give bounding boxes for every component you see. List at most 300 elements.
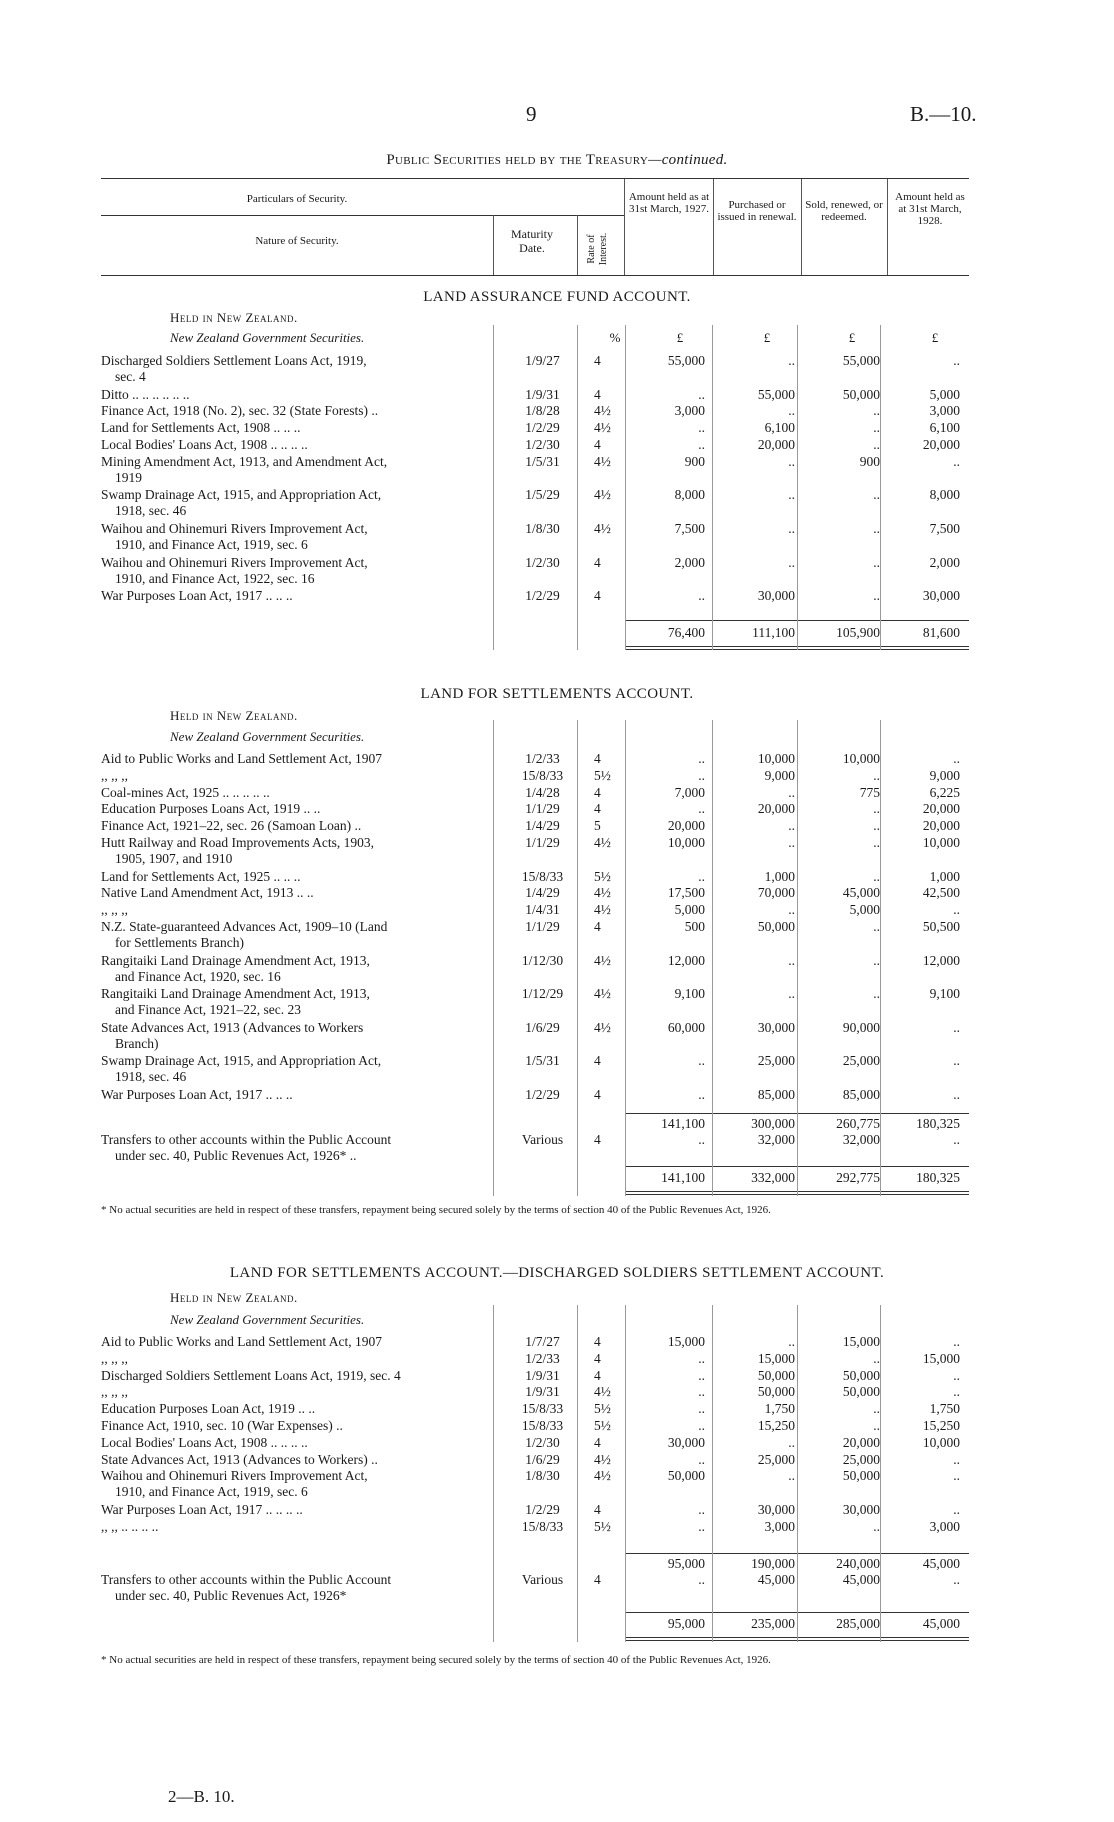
- held-1927: 7,500: [674, 521, 705, 536]
- security-name-line1: Waihou and Ohinemuri Rivers Improvement Act,: [101, 554, 368, 570]
- security-name: [101, 818, 493, 834]
- held-1927: ..: [698, 767, 705, 783]
- maturity-date: 1/4/29: [525, 818, 560, 834]
- sold: 85,000: [842, 1087, 880, 1102]
- interest-rate: 4½: [594, 403, 611, 419]
- column-rule: [493, 325, 494, 650]
- security-name: [101, 1020, 493, 1052]
- maturity-date: 1/12/30: [521, 952, 564, 968]
- held-1928: 9,000: [929, 767, 960, 783]
- held-1928: ..: [953, 453, 960, 469]
- held-1928: ..: [953, 1384, 960, 1400]
- held-1928: ..: [953, 1502, 960, 1517]
- security-name: [101, 454, 493, 486]
- maturity-date: 1/8/30: [525, 521, 560, 536]
- interest-rate: 4½: [594, 1451, 611, 1467]
- held-1927: 2,000: [674, 554, 705, 570]
- held-1927: 12,000: [667, 952, 705, 968]
- held-1927: 15,000: [667, 1334, 705, 1349]
- held-1927: ..: [698, 1451, 705, 1467]
- column-rule: [880, 1305, 881, 1642]
- held-1927: ..: [698, 1518, 705, 1534]
- interest-rate: 5½: [594, 1418, 611, 1433]
- security-name-line1: Rangitaiki Land Drainage Amendment Act, 1913,: [101, 986, 370, 1002]
- column-rule: [712, 325, 713, 650]
- interest-rate: 4: [594, 1367, 601, 1383]
- maturity-date: 1/1/29: [525, 801, 560, 817]
- total-held-1927: 76,400: [667, 625, 705, 640]
- held-1927: ..: [698, 588, 705, 604]
- purchased: ..: [788, 453, 795, 469]
- purchased: 20,000: [757, 437, 795, 452]
- security-name-line1: Local Bodies' Loans Act, 1908 .. .. .. ..: [101, 437, 308, 452]
- security-name-line1: ,, ,, ,,: [101, 1384, 128, 1400]
- interest-rate: 4: [594, 1053, 601, 1069]
- security-name-line1: Waihou and Ohinemuri Rivers Improvement Act,: [101, 521, 368, 536]
- security-name-line2: and Finance Act, 1921–22, sec. 23: [115, 1002, 301, 1018]
- held-1927: 9,100: [674, 986, 705, 1002]
- purchased: 30,000: [757, 588, 795, 604]
- maturity-date: 1/5/31: [525, 1053, 560, 1069]
- security-name: [101, 521, 493, 553]
- maturity-date: 1/2/29: [525, 420, 560, 436]
- security-name: [101, 588, 493, 604]
- security-name: [101, 785, 493, 801]
- sold: 90,000: [842, 1019, 880, 1035]
- security-name-line1: Finance Act, 1921–22, sec. 26 (Samoan Loan) ..: [101, 818, 362, 834]
- interest-rate: 4½: [594, 487, 611, 503]
- held-1927: ..: [698, 751, 705, 766]
- interest-rate: 4½: [594, 1384, 611, 1400]
- interest-rate: 4½: [594, 902, 611, 918]
- sold: ..: [873, 835, 880, 850]
- purchased: 10,000: [757, 751, 795, 766]
- percent-sign: %: [609, 330, 621, 345]
- security-name: [101, 751, 493, 767]
- purchased: 50,000: [757, 1384, 795, 1400]
- total-sold: 285,000: [836, 1616, 880, 1631]
- security-name-line1: Aid to Public Works and Land Settlement Act, 1907: [101, 1334, 383, 1349]
- interest-rate: 4: [594, 588, 601, 604]
- purchased: ..: [788, 521, 795, 536]
- maturity-date: 15/8/33: [521, 868, 564, 884]
- interest-rate: 4: [594, 801, 601, 817]
- subtotal-purchased: 190,000: [751, 1556, 795, 1571]
- security-name-line1: ,, ,, ,,: [101, 902, 128, 918]
- held-1927: ..: [698, 1367, 705, 1383]
- security-name-line1: Mining Amendment Act, 1913, and Amendment Act,: [101, 453, 388, 469]
- held-1928: 50,500: [922, 919, 960, 934]
- sold: 775: [859, 784, 880, 800]
- held-1928: 6,100: [929, 420, 960, 436]
- purchased: 6,100: [764, 420, 795, 436]
- held-1927: ..: [698, 1087, 705, 1102]
- column-rule: [625, 720, 626, 1196]
- interest-rate: 4½: [594, 835, 611, 850]
- column-rule: [880, 720, 881, 1196]
- held-1927: 900: [684, 453, 705, 469]
- total-held-1928: 45,000: [922, 1616, 960, 1631]
- purchased: 25,000: [757, 1053, 795, 1069]
- security-name-line1: Discharged Soldiers Settlement Loans Act, 1919, sec. 4: [101, 1367, 401, 1383]
- security-name: [101, 1087, 493, 1103]
- security-name: [101, 1384, 493, 1400]
- maturity-date: 1/12/29: [521, 986, 564, 1002]
- security-name-line2: 1918, sec. 46: [115, 1069, 187, 1085]
- security-name-line1: Finance Act, 1918 (No. 2), sec. 32 (State Forests) ..: [101, 403, 379, 419]
- security-name-line1: Land for Settlements Act, 1908 .. .. ..: [101, 420, 301, 436]
- security-name: [101, 1401, 493, 1417]
- total-purchased: 235,000: [751, 1616, 795, 1631]
- security-name-line1: Aid to Public Works and Land Settlement Act, 1907: [101, 751, 383, 766]
- security-name: [101, 420, 493, 436]
- purchased: 55,000: [757, 386, 795, 402]
- nz-govt-securities: New Zealand Government Securities.: [170, 729, 365, 744]
- maturity-date: 1/2/33: [525, 751, 560, 766]
- maturity-date: 1/9/27: [525, 353, 560, 368]
- held-1928: 7,500: [929, 521, 960, 536]
- purchased: 50,000: [757, 1367, 795, 1383]
- security-name-line1: ,, ,, ,,: [101, 767, 128, 783]
- held-1928: ..: [953, 1451, 960, 1467]
- sold: ..: [873, 801, 880, 817]
- interest-rate: 4: [594, 751, 601, 766]
- sold: 25,000: [842, 1451, 880, 1467]
- held-1927: 55,000: [667, 353, 705, 368]
- held-1927: 500: [684, 919, 705, 934]
- interest-rate: 5½: [594, 767, 611, 783]
- security-name-line1: Hutt Railway and Road Improvements Acts, 1903,: [101, 835, 374, 850]
- security-name: [101, 1334, 493, 1350]
- security-name-line2: sec. 4: [115, 369, 146, 384]
- security-name-line2: 1918, sec. 46: [115, 503, 187, 519]
- interest-rate: 5½: [594, 868, 611, 884]
- purchased: ..: [788, 1334, 795, 1349]
- security-name: [101, 1351, 493, 1367]
- held-1928: 10,000: [922, 1434, 960, 1450]
- maturity-date: 1/9/31: [525, 386, 560, 402]
- total-held-1928: 81,600: [922, 625, 960, 640]
- maturity-date: 1/2/29: [525, 1502, 560, 1517]
- sold: ..: [873, 487, 880, 503]
- page-number: 9: [526, 102, 537, 126]
- interest-rate: 4: [594, 1350, 601, 1366]
- maturity-date: 1/2/30: [525, 1434, 560, 1450]
- sold: ..: [873, 437, 880, 452]
- security-name: [101, 1572, 493, 1604]
- held-1927: 20,000: [667, 818, 705, 834]
- maturity-date: 15/8/33: [521, 1401, 564, 1417]
- held-1927: 8,000: [674, 487, 705, 503]
- held-1928: 20,000: [922, 801, 960, 817]
- section-title-discharged-soldiers: LAND FOR SETTLEMENTS ACCOUNT.—DISCHARGED SOLDIERS SETTLEMENT ACCOUNT.: [229, 1265, 885, 1281]
- purchased: 30,000: [757, 1019, 795, 1035]
- document-reference: B.—10.: [910, 102, 977, 126]
- interest-rate: 5½: [594, 1518, 611, 1534]
- interest-rate: 4: [594, 437, 601, 452]
- purchased: 9,000: [764, 767, 795, 783]
- security-name-line1: Native Land Amendment Act, 1913 .. ..: [101, 885, 314, 901]
- column-rule: [797, 720, 798, 1196]
- security-name: [101, 403, 493, 419]
- interest-rate: 4: [594, 386, 601, 402]
- held-1927: ..: [698, 1572, 705, 1587]
- security-name: [101, 801, 493, 817]
- interest-rate: 4: [594, 919, 601, 934]
- sold: 25,000: [842, 1053, 880, 1069]
- held-1927: 50,000: [667, 1468, 705, 1484]
- purchased: 70,000: [757, 885, 795, 901]
- security-name-line1: War Purposes Loan Act, 1917 .. .. .. ..: [101, 1502, 303, 1517]
- total-sold: 292,775: [836, 1170, 880, 1185]
- purchased: ..: [788, 835, 795, 850]
- col-maturity: Maturity Date.: [511, 227, 553, 255]
- interest-rate: 4½: [594, 453, 611, 469]
- security-name-line2: and Finance Act, 1920, sec. 16: [115, 968, 281, 984]
- held-1927: 5,000: [674, 902, 705, 918]
- section-title-land-assurance: LAND ASSURANCE FUND ACCOUNT.: [423, 289, 691, 305]
- sold: 32,000: [842, 1132, 880, 1147]
- purchased: 25,000: [757, 1451, 795, 1467]
- security-name-line1: Transfers to other accounts within the Public Account: [101, 1132, 392, 1147]
- col-held-1927: Amount held as at 31st March, 1927.: [628, 191, 710, 215]
- held-in-nz: Held in New Zealand.: [170, 708, 298, 723]
- sold: 50,000: [842, 386, 880, 402]
- subtotal-held-1928: 45,000: [922, 1556, 960, 1571]
- sold: 55,000: [842, 353, 880, 368]
- security-name-line1: Swamp Drainage Act, 1915, and Appropriation Act,: [101, 487, 382, 503]
- subtotal-held-1927: 95,000: [667, 1556, 705, 1571]
- held-1928: ..: [953, 1053, 960, 1069]
- maturity-date: 1/1/29: [525, 835, 560, 850]
- purchased: 20,000: [757, 801, 795, 817]
- interest-rate: 5½: [594, 1401, 611, 1417]
- security-name-line1: Discharged Soldiers Settlement Loans Act, 1919,: [101, 353, 367, 368]
- security-name: [101, 1519, 493, 1535]
- sold: ..: [873, 1518, 880, 1534]
- sold: 20,000: [842, 1434, 880, 1450]
- interest-rate: 5: [594, 818, 601, 834]
- nz-govt-securities: New Zealand Government Securities.: [170, 330, 365, 345]
- security-name: [101, 953, 493, 985]
- column-rule: [880, 325, 881, 650]
- column-rule: [712, 720, 713, 1196]
- maturity-date: 1/7/27: [525, 1334, 560, 1349]
- security-name-line1: N.Z. State-guaranteed Advances Act, 1909–10 (Land: [101, 919, 388, 934]
- security-name: [101, 919, 493, 951]
- held-1928: 5,000: [929, 386, 960, 402]
- purchased: 45,000: [757, 1572, 795, 1587]
- security-name-line1: Local Bodies' Loans Act, 1908 .. .. .. ..: [101, 1434, 308, 1450]
- col-particulars: Particulars of Security.: [246, 193, 348, 205]
- maturity-date: 1/5/31: [525, 453, 560, 469]
- sold: ..: [873, 986, 880, 1002]
- held-1928: ..: [953, 1087, 960, 1102]
- maturity-date: 1/9/31: [525, 1367, 560, 1383]
- subtotal-sold: 260,775: [836, 1116, 880, 1131]
- interest-rate: 4: [594, 784, 601, 800]
- sold: ..: [873, 420, 880, 436]
- sold: 45,000: [842, 1572, 880, 1587]
- sold: 900: [859, 453, 880, 469]
- held-1927: ..: [698, 1132, 705, 1147]
- interest-rate: 4: [594, 353, 601, 368]
- held-1928: 3,000: [929, 403, 960, 419]
- column-rule: [712, 1305, 713, 1642]
- pound-sign: £: [676, 330, 684, 345]
- col-held-1928: Amount held as at 31st March, 1928.: [895, 191, 965, 227]
- security-name: [101, 986, 493, 1018]
- security-name-line2: 1910, and Finance Act, 1919, sec. 6: [115, 537, 308, 552]
- held-1928: 10,000: [922, 835, 960, 850]
- sold: 5,000: [849, 902, 880, 918]
- security-name: [101, 768, 493, 784]
- held-1928: 20,000: [922, 818, 960, 834]
- interest-rate: 4½: [594, 986, 611, 1002]
- interest-rate: 4½: [594, 521, 611, 536]
- maturity-date: 1/8/30: [525, 1468, 560, 1484]
- purchased: ..: [788, 554, 795, 570]
- security-name: [101, 1452, 493, 1468]
- held-1928: ..: [953, 1019, 960, 1035]
- purchased: 15,000: [757, 1350, 795, 1366]
- interest-rate: 4½: [594, 1019, 611, 1035]
- sold: ..: [873, 554, 880, 570]
- security-name: [101, 387, 493, 403]
- interest-rate: 4½: [594, 885, 611, 901]
- maturity-date: 1/2/30: [525, 437, 560, 452]
- column-rule: [797, 325, 798, 650]
- security-name-line1: ,, ,, ,,: [101, 1350, 128, 1366]
- subtotal-sold: 240,000: [836, 1556, 880, 1571]
- subtotal-held-1927: 141,100: [661, 1116, 705, 1131]
- held-1928: 2,000: [929, 554, 960, 570]
- maturity-date: 1/4/28: [525, 784, 560, 800]
- held-1928: 30,000: [922, 588, 960, 604]
- security-name: [101, 1053, 493, 1085]
- maturity-date: 1/2/30: [525, 554, 560, 570]
- col-rate: Rate of Interest.: [586, 232, 609, 266]
- column-header: [101, 178, 969, 276]
- held-1928: 1,000: [929, 868, 960, 884]
- security-name: [101, 487, 493, 519]
- column-rule: [577, 325, 578, 650]
- security-name-line1: State Advances Act, 1913 (Advances to Workers: [101, 1019, 364, 1035]
- pound-sign: £: [848, 330, 856, 345]
- held-in-nz: Held in New Zealand.: [170, 1290, 298, 1305]
- held-1928: 3,000: [929, 1518, 960, 1534]
- interest-rate: 4: [594, 1334, 601, 1349]
- interest-rate: 4: [594, 1434, 601, 1450]
- held-1927: 30,000: [667, 1434, 705, 1450]
- security-name: [101, 1502, 493, 1518]
- security-name: [101, 1368, 493, 1384]
- sold: ..: [873, 1401, 880, 1417]
- total-held-1928: 180,325: [916, 1170, 960, 1185]
- security-name: [101, 353, 493, 385]
- held-1927: 17,500: [667, 885, 705, 901]
- held-1927: ..: [698, 801, 705, 817]
- purchased: 32,000: [757, 1132, 795, 1147]
- security-name: [101, 1418, 493, 1434]
- maturity-date: 1/5/29: [525, 487, 560, 503]
- security-name-line1: Ditto .. .. .. .. .. ..: [101, 386, 190, 402]
- sold: 10,000: [842, 751, 880, 766]
- interest-rate: 4: [594, 554, 601, 570]
- security-name: [101, 902, 493, 918]
- held-1928: ..: [953, 1468, 960, 1484]
- maturity-date: 1/2/29: [525, 588, 560, 604]
- interest-rate: 4: [594, 1502, 601, 1517]
- held-1927: 60,000: [667, 1019, 705, 1035]
- held-1928: 15,250: [922, 1418, 960, 1433]
- maturity-date: 1/1/29: [525, 919, 560, 934]
- held-1928: 6,225: [929, 784, 960, 800]
- held-1928: ..: [953, 1572, 960, 1587]
- security-name: [101, 869, 493, 885]
- security-name-line1: Finance Act, 1910, sec. 10 (War Expenses) ..: [101, 1418, 343, 1433]
- column-rule: [493, 720, 494, 1196]
- maturity-date: 15/8/33: [521, 767, 564, 783]
- held-1928: ..: [953, 1334, 960, 1349]
- sold: ..: [873, 521, 880, 536]
- security-name-line2: Branch): [115, 1035, 159, 1051]
- total-purchased: 111,100: [752, 625, 795, 640]
- held-1927: ..: [698, 1350, 705, 1366]
- security-name: [101, 835, 493, 867]
- sold: 30,000: [842, 1502, 880, 1517]
- footnote: * No actual securities are held in respect of these transfers, repayment being secured solely by the terms of section 40 of the Public Revenues Act, 1926.: [101, 1204, 771, 1216]
- held-1928: 42,500: [922, 885, 960, 901]
- held-1928: 12,000: [922, 952, 960, 968]
- security-name-line1: Coal-mines Act, 1925 .. .. .. .. ..: [101, 784, 270, 800]
- maturity-date: 1/8/28: [525, 403, 560, 419]
- held-1927: ..: [698, 1401, 705, 1417]
- held-1927: ..: [698, 420, 705, 436]
- security-name-line2: under sec. 40, Public Revenues Act, 1926* ..: [115, 1148, 357, 1163]
- security-name-line2: 1910, and Finance Act, 1919, sec. 6: [115, 1484, 308, 1500]
- maturity-date: 1/4/29: [525, 885, 560, 901]
- security-name-line1: War Purposes Loan Act, 1917 .. .. ..: [101, 1087, 293, 1102]
- section-title-land-settlements: LAND FOR SETTLEMENTS ACCOUNT.: [420, 686, 694, 702]
- held-1927: 3,000: [674, 403, 705, 419]
- security-name: [101, 1435, 493, 1451]
- sold: ..: [873, 1350, 880, 1366]
- maturity-date: 1/9/31: [525, 1384, 560, 1400]
- sold: 50,000: [842, 1468, 880, 1484]
- held-1927: 7,000: [674, 784, 705, 800]
- column-rule: [577, 720, 578, 1196]
- held-1927: ..: [698, 1053, 705, 1069]
- interest-rate: 4½: [594, 420, 611, 436]
- held-1928: ..: [953, 353, 960, 368]
- held-1928: 9,100: [929, 986, 960, 1002]
- purchased: 85,000: [757, 1087, 795, 1102]
- purchased: ..: [788, 487, 795, 503]
- sold: ..: [873, 919, 880, 934]
- security-name: [101, 1468, 493, 1500]
- security-name-line2: 1919: [115, 469, 142, 485]
- col-sold: Sold, renewed, or redeemed.: [805, 199, 883, 223]
- purchased: 50,000: [757, 919, 795, 934]
- maturity-date: 15/8/33: [521, 1418, 564, 1433]
- held-1927: ..: [698, 1502, 705, 1517]
- held-1927: ..: [698, 437, 705, 452]
- column-rule: [577, 1305, 578, 1642]
- held-1928: 15,000: [922, 1350, 960, 1366]
- purchased: ..: [788, 1468, 795, 1484]
- security-name: [101, 555, 493, 587]
